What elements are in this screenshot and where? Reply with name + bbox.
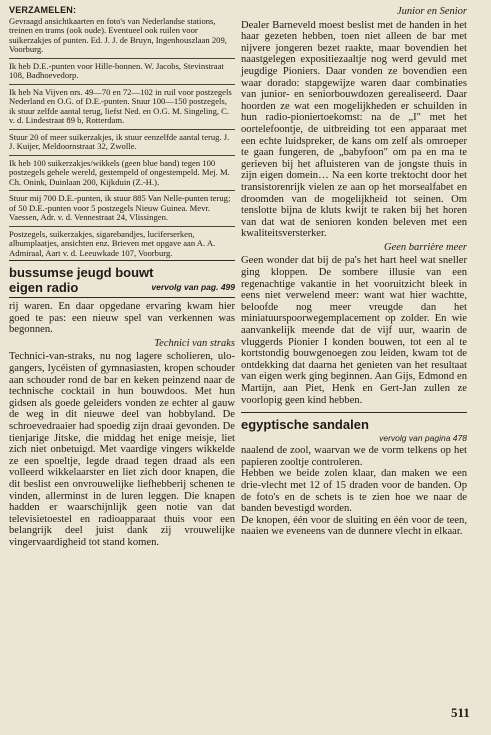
verzamelen-box bbox=[9, 6, 235, 258]
headline-row bbox=[9, 280, 235, 295]
box-item: Postzegels, suikerzakjes, sigarebandjes, luciferserken, albumplaatjes, ansichten enz. Brieven met opgave aan A. A. Admiraal, Aart v. d. Leeuwkade 107, Voorburg. bbox=[9, 228, 216, 258]
paragraph: Technici-van-straks, nu nog lagere scholieren, ulo-gangers, lycéisten of gymnasiasten, kropen schouder aan schouder rond de bar en keken peinzend naar de technische cocktail in hun bouwdoos. Met hun gidsen als goede geleiders vonden ze echter al gauw de weg in dit nieuwe deel van hobbyland. De schroevedraaier had spoedig zijn draai gevonden. De tienjarige Jitske, die middag het enige meisje, liet zich niet onbetuigd. Met vaardige vingers wikkelde ze een spoeltje, legde draad tegen draad als een volleerd wikkelaarster en liet zich door knapen, die dit beslist een onvrouwelijke liefhebberij schenen te vinden, allerminst in de luren leggen. Die knapen hadden er waarschijnlijk geen notie van dat televisietoestel en radioapparaat thuis voor een belangrijk deel juist dank zij vrouwelijke vingervaardigheid tot stand komen. bbox=[9, 351, 235, 548]
box-item: Stuur 20 of meer suikerzakjes, ik stuur eenzelfde aantal terug. J. J. Kuijer, Meldoornstraat 32, Zwolle. bbox=[9, 131, 230, 151]
box-divider bbox=[9, 190, 235, 191]
box-divider bbox=[9, 58, 235, 59]
box-item: Gevraagd ansichtkaarten en foto's van Nederlandse stations, treinen en trams (ook oude). Eventueel ook ruilen voor suikerzakjes of punten. Ed. J. J. de Bruyn, Ingenhouszlaan 209, Voorburg. bbox=[9, 15, 227, 54]
subheading: Geen barrière meer bbox=[383, 241, 467, 253]
box-item: Stuur mij 700 D.E.-punten, ik stuur 885 Van Nelle-punten terug; of 50 D.E.-punten voor 5 postzegels Nieuw Guinea. Mevr. Vaessen, Adr. v. d. Vennestraat 24, Vlissingen. bbox=[9, 193, 231, 222]
article-body-sandalen bbox=[241, 445, 467, 538]
box-item: Ik heb D.E.-punten voor Hille-bonnen. W. Jacobs, Stevinstraat 108, Badhoevedorp. bbox=[9, 60, 224, 80]
article-body-right bbox=[241, 6, 467, 406]
box-item: Ik heb 100 suikerzakjes/wikkels (geen blue band) tegen 100 postzegels gehele wereld, gestempeld of ongestempeld. Mej. M. Ch. Onink, Duinlaan 200, Kijkduin (Z.-H.). bbox=[9, 157, 230, 187]
article-headline bbox=[9, 265, 235, 295]
paragraph: Geen wonder dat bij de pa's het hart heel wat sneller ging kloppen. De sombere illusie van een regenachtige vakantie in het vooruitzicht bleek in eens niet verwelend meer: want wat hier wachtte, beloofde nog meer vreugde dan het miniatuurspoorwegemplacement op zolder. En wie aanvankelijk meende dat de vijf uur, waarin de vluggerds Pionier I konden bouwen, tot een al te kortstondig bouwgenoegen zou leiden, kwam tot de ontdekking dat daarna het genieten van het resultaat van eigen werk ging beginnen. Aan Gijs, Edmond en Martijn, aan Piet, Henk en Gert-Jan zullen ze voorlopig geen kind hebben. bbox=[241, 255, 467, 406]
left-column bbox=[9, 6, 235, 548]
box-divider bbox=[9, 226, 235, 227]
section-rule bbox=[9, 297, 235, 298]
paragraph: Dealer Barneveld moest beslist met de handen in het haar gezeten hebben, toen niet alleen de bar met nijvere jongeren bezet raakte, maar bovendien het naastgelegen expositiezaaltje nog werd gevuld met jeugdige Pioniers. Daar vonden ze bovendien een waar dorado: stapgewijze waren daar combinaties van junior- en seniorbouwdozen gerealiseerd. Daar hoorden ze wat een mogelijkheden er schuilden in hun radio-pioniertoekomst: na de „I" met het oortelefoontje, de uitbreiding tot een apparaat met een echte luidspreker, de kans om zelf als omroeper te gaan fungeren, de „babyfoon" om pa en ma te gerieven bij het afluisteren van de jongste thuis in zijn eigen domein… Na een korte trektocht door het transistorenrijk vielen ze aan op het morsealfabet en droomden van de mogelijkheid tot seinen. Om tenslotte bijna de kluts kwijt te raken bij het horen van dat wat de senioren konden beleven met een kwaliteitsversterker. bbox=[241, 19, 467, 240]
paragraph: De knopen, één voor de sluiting en één voor de teen, naaien we eveneens van de dunnere vlecht in elkaar. bbox=[241, 514, 467, 538]
box-divider bbox=[9, 84, 235, 85]
subheading: Technici van straks bbox=[154, 337, 235, 349]
box-title: VERZAMELEN: bbox=[9, 5, 77, 15]
paragraph: Hebben we beide zolen klaar, dan maken we een drie-vlecht met 12 of 15 draden voor de banden. Op de foto's en de schets is te zien hoe we naar de banden bevestigd worden. bbox=[241, 468, 467, 515]
box-divider bbox=[9, 129, 235, 130]
page-number: 511 bbox=[451, 705, 470, 720]
section-rule bbox=[241, 412, 467, 413]
article-body-left bbox=[9, 301, 235, 548]
right-column bbox=[241, 6, 467, 538]
subheading: Junior en Senior bbox=[397, 6, 467, 17]
continued-from-label: vervolg van pagina 478 bbox=[379, 433, 467, 444]
box-divider bbox=[9, 155, 235, 156]
section-rule bbox=[9, 260, 235, 261]
paragraph: rij waren. En daar opgedane ervaring kwam hier goed te pas: een nieuw spel van verkennen was begonnen. bbox=[9, 301, 235, 336]
box-item: Ik heb Na Vijven nrs. 49—70 en 72—102 in ruil voor postzegels Nederland en O.G. of D.E.-punten. Stuur 100—150 postzegels, ik stuur zelfde aantal terug, liefst Ned. en O.G. M. Singeling, C. v. d. Lindestraat 89 b, Rotterdam. bbox=[9, 86, 232, 125]
headline-line: bussumse jeugd bouwt bbox=[9, 265, 154, 280]
continued-from-label: vervolg van pag. 499 bbox=[151, 282, 235, 292]
article-headline: egyptische sandalen bbox=[241, 417, 369, 433]
headline-line: eigen radio bbox=[9, 280, 79, 295]
paragraph: naalend de zool, waarvan we de vorm telkens op het papieren zooltje controleren. bbox=[241, 445, 467, 468]
